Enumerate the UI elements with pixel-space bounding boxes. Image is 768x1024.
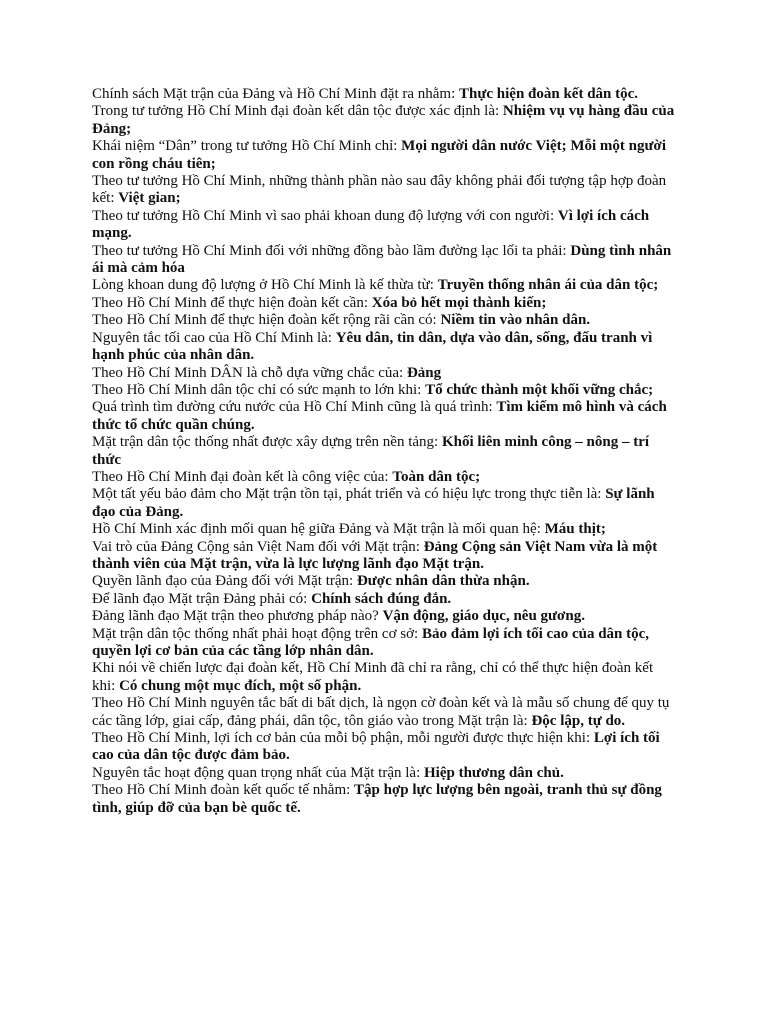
- qa-item: [92, 330, 676, 365]
- answer-text: Niềm tin vào nhân dân.: [440, 312, 591, 329]
- answer-text: Đảng Cộng sản Việt Nam vừa là một thành viên của Mặt trận, vừa là lực lượng lãnh đạo Mặt trận.: [92, 538, 658, 572]
- qa-item: [92, 103, 676, 138]
- question-text: Quá trình tìm đường cứu nước của Hồ Chí Minh cũng là quá trình:: [92, 399, 493, 416]
- qa-item: [92, 695, 676, 730]
- answer-text: Máu thịt;: [544, 521, 606, 538]
- question-text: Vai trò của Đảng Cộng sản Việt Nam đối với Mặt trận:: [92, 538, 420, 555]
- question-text: Nguyên tắc hoạt động quan trọng nhất của Mặt trận là:: [92, 764, 421, 781]
- question-text: Theo tư tưởng Hồ Chí Minh vì sao phải khoan dung độ lượng với con người:: [92, 207, 555, 224]
- answer-text: Yêu dân, tin dân, dựa vào dân, sống, đấu tranh vì hạnh phúc của nhân dân.: [92, 329, 653, 364]
- answer-text: Tổ chức thành một khối vững chắc;: [425, 381, 654, 398]
- qa-item: [92, 399, 676, 434]
- question-text: Theo Hồ Chí Minh nguyên tắc bất di bất dịch, là ngọn cờ đoàn kết và là mẫu số chung để quy tụ các tầng lớp, giai cấp, đảng phái, dân tộc, tôn giáo vào trong Mặt trận là:: [92, 695, 670, 729]
- answer-text: Tìm kiếm mô hình và cách thức tổ chức quần chúng.: [92, 399, 667, 433]
- question-text: Hồ Chí Minh xác định mối quan hệ giữa Đảng và Mặt trận là mối quan hệ:: [92, 521, 541, 538]
- question-text: Đảng lãnh đạo Mặt trận theo phương pháp nào?: [92, 608, 379, 625]
- qa-item: [92, 486, 676, 521]
- question-text: Nguyên tắc tối cao của Hồ Chí Minh là:: [92, 329, 332, 346]
- question-text: Mặt trận dân tộc thống nhất được xây dựng trên nền tảng:: [92, 434, 439, 451]
- answer-text: Lợi ích tối cao của dân tộc được đảm bảo.: [92, 730, 660, 764]
- document-body: [92, 86, 676, 817]
- qa-item: [92, 365, 676, 382]
- answer-text: Mọi người dân nước Việt; Mỗi một người con rồng cháu tiên;: [92, 138, 666, 172]
- answer-text: Đảng: [406, 364, 442, 381]
- answer-text: Bảo đảm lợi ích tối cao của dân tộc, quyền lợi cơ bản của các tầng lớp nhân dân.: [92, 625, 650, 659]
- answer-text: Truyền thống nhân ái của dân tộc;: [437, 277, 659, 294]
- qa-item: [92, 730, 676, 765]
- question-text: Theo Hồ Chí Minh để thực hiện đoàn kết cần:: [92, 294, 368, 311]
- answer-text: Vì lợi ích cách mạng.: [92, 207, 650, 242]
- question-text: Theo Hồ Chí Minh đại đoàn kết là công việc của:: [92, 468, 389, 485]
- question-text: Trong tư tưởng Hồ Chí Minh đại đoàn kết dân tộc được xác định là:: [92, 103, 500, 120]
- answer-text: Chính sách đúng đắn.: [311, 590, 452, 607]
- qa-item: [92, 434, 676, 469]
- question-text: Theo Hồ Chí Minh để thực hiện đoàn kết rộng rãi cần có:: [92, 312, 437, 329]
- qa-item: [92, 277, 676, 294]
- question-text: Theo Hồ Chí Minh đoàn kết quốc tế nhằm:: [92, 782, 351, 799]
- question-text: Để lãnh đạo Mặt trận Đảng phải có:: [92, 590, 308, 607]
- question-text: Theo tư tưởng Hồ Chí Minh đối với những đồng bào lầm đường lạc lối ta phải:: [92, 242, 567, 259]
- qa-item: [92, 86, 676, 103]
- answer-text: Vận động, giáo dục, nêu gương.: [382, 608, 585, 625]
- qa-item: [92, 469, 676, 486]
- question-text: Một tất yếu bảo đảm cho Mặt trận tồn tại, phát triển và có hiệu lực trong thực tiễn là:: [92, 486, 602, 503]
- answer-text: Sự lãnh đạo của Đảng.: [92, 486, 655, 520]
- question-text: Theo Hồ Chí Minh, lợi ích cơ bản của mỗi bộ phận, mỗi người được thực hiện khi:: [92, 730, 591, 747]
- answer-text: Được nhân dân thừa nhận.: [356, 573, 530, 590]
- qa-item: [92, 295, 676, 312]
- qa-item: [92, 539, 676, 574]
- qa-item: [92, 312, 676, 329]
- qa-item: [92, 138, 676, 173]
- qa-item: [92, 382, 676, 399]
- qa-item: [92, 208, 676, 243]
- answer-text: Có chung một mục đích, một số phận.: [119, 677, 362, 694]
- question-text: Khái niệm “Dân” trong tư tưởng Hồ Chí Minh chỉ:: [92, 138, 398, 155]
- question-text: Theo Hồ Chí Minh DÂN là chỗ dựa vững chắc của:: [92, 364, 404, 381]
- answer-text: Khối liên minh công – nông – trí thức: [92, 434, 650, 468]
- question-text: Theo tư tưởng Hồ Chí Minh, những thành phần nào sau đây không phải đối tượng tập hợp đoàn kết:: [92, 173, 667, 207]
- question-text: Theo Hồ Chí Minh dân tộc chỉ có sức mạnh to lớn khi:: [92, 381, 422, 398]
- qa-item: [92, 608, 676, 625]
- qa-item: [92, 573, 676, 590]
- question-text: Lòng khoan dung độ lượng ở Hồ Chí Minh là kế thừa từ:: [92, 277, 434, 294]
- qa-item: [92, 243, 676, 278]
- answer-text: Toàn dân tộc;: [392, 468, 481, 485]
- qa-item: [92, 591, 676, 608]
- question-text: Mặt trận dân tộc thống nhất phải hoạt động trên cơ sở:: [92, 625, 419, 642]
- qa-item: [92, 521, 676, 538]
- qa-item: [92, 765, 676, 782]
- qa-item: [92, 660, 676, 695]
- answer-text: Hiệp thương dân chủ.: [424, 764, 564, 781]
- qa-item: [92, 173, 676, 208]
- answer-text: Dùng tình nhân ái mà cảm hóa: [92, 242, 672, 277]
- question-text: Quyền lãnh đạo của Đảng đối với Mặt trận:: [92, 573, 354, 590]
- question-text: Chính sách Mặt trận của Đảng và Hồ Chí Minh đặt ra nhằm:: [92, 86, 456, 102]
- qa-item: [92, 782, 676, 817]
- answer-text: Việt gian;: [118, 190, 181, 207]
- answer-text: Độc lập, tự do.: [531, 712, 626, 729]
- answer-text: Thực hiện đoàn kết dân tộc.: [459, 86, 639, 102]
- question-text: Khi nói về chiến lược đại đoàn kết, Hồ Chí Minh đã chỉ ra rằng, chỉ có thể thực hiện đoàn kết khi:: [92, 660, 654, 694]
- answer-text: Nhiệm vụ vụ hàng đầu của Đảng;: [92, 103, 675, 137]
- qa-item: [92, 626, 676, 661]
- answer-text: Xóa bỏ hết mọi thành kiến;: [371, 294, 547, 311]
- answer-text: Tập hợp lực lượng bên ngoài, tranh thủ sự đồng tình, giúp đỡ của bạn bè quốc tế.: [92, 782, 662, 816]
